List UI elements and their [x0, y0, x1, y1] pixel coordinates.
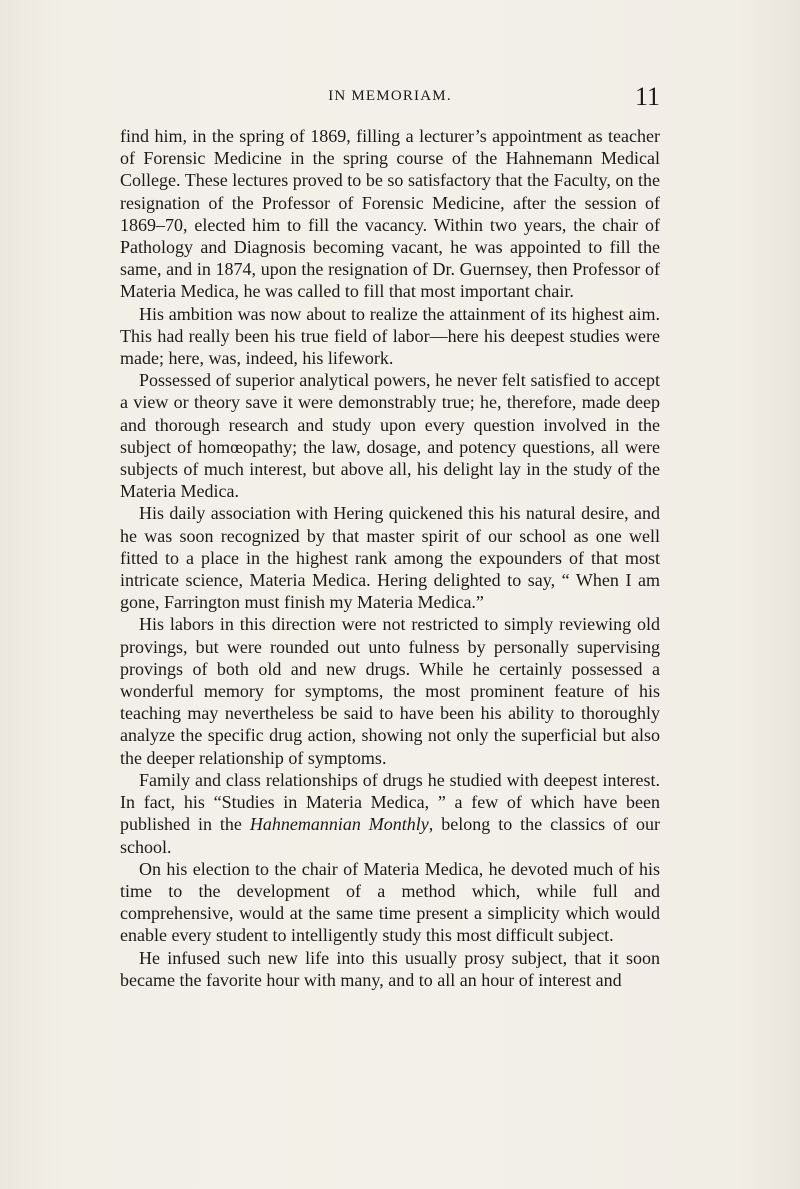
paragraph-text: Family and class relationships of drugs he studied with deepest interest. In fact, his “Studies in Materia Medica, ” a few of which have been published in the	[120, 769, 660, 835]
paragraph-text: His ambition was now about to realize the attainment of its highest aim. This had really been his true field of labor—here his deepest studies were made; here, was, indeed, his lifework.	[120, 303, 660, 369]
paragraph-text: , belong to the classics of our school.	[120, 814, 660, 857]
paragraph	[120, 502, 660, 613]
paragraph-text: His labors in this direction were not restricted to simply reviewing old provings, but were rounded out unto fulness by personally supervising provings of both old and new drugs. While he certainly possessed a wonderful memory for symptoms, the most prominent feature of his teaching may nevertheless be said to have been his ability to thoroughly analyze the specific drug action, showing not only the superficial but also the deeper relationship of symptoms.	[120, 614, 660, 768]
paragraph	[120, 303, 660, 370]
page-number: 11	[634, 82, 660, 111]
paragraph	[120, 858, 660, 947]
body-text	[120, 125, 660, 991]
paragraph	[120, 769, 660, 858]
paragraph	[120, 125, 660, 303]
paragraph	[120, 947, 660, 991]
paragraph-text: His daily association with Hering quickened this his natural desire, and he was soon recognized by that master spirit of our school as one well fitted to a place in the highest rank among the expounders of that most intricate science, Materia Medica. Hering delighted to say, “ When I am gone, Farrington must finish my Materia Medica.”	[120, 503, 660, 613]
paragraph-text: He infused such new life into this usually prosy subject, that it soon became the favorite hour with many, and to all an hour of interest and	[120, 947, 660, 990]
running-title: IN MEMORIAM.	[328, 88, 452, 104]
running-head	[120, 82, 660, 112]
paragraph	[120, 369, 660, 502]
paragraph	[120, 613, 660, 768]
italic-title: Hahnemannian Monthly	[249, 814, 429, 835]
paragraph-text: find him, in the spring of 1869, filling a lecturer’s appointment as teacher of Forensic Medicine in the spring course of the Hahnemann Medical College. These lectures proved to be so satisfactory that the Faculty, on the resignation of the Professor of Forensic Medicine, after the session of 1869–70, elected him to fill the vacancy. Within two years, the chair of Pathology and Diagnosis becoming vacant, he was appointed to fill the same, and in 1874, upon the resignation of Dr. Guernsey, then Professor of Materia Medica, he was called to fill that most important chair.	[120, 126, 660, 302]
paragraph-text: On his election to the chair of Materia Medica, he devoted much of his time to the development of a method which, while full and comprehensive, would at the same time present a simplicity which would enable every student to intelligently study this most difficult subject.	[120, 858, 660, 946]
paragraph-text: Possessed of superior analytical powers, he never felt satisfied to accept a view or theory save it were demonstrably true; he, therefore, made deep and thorough research and study upon every question involved in the subject of homœopathy; the law, dosage, and potency questions, all were subjects of much interest, but above all, his delight lay in the study of the Materia Medica.	[120, 370, 660, 502]
